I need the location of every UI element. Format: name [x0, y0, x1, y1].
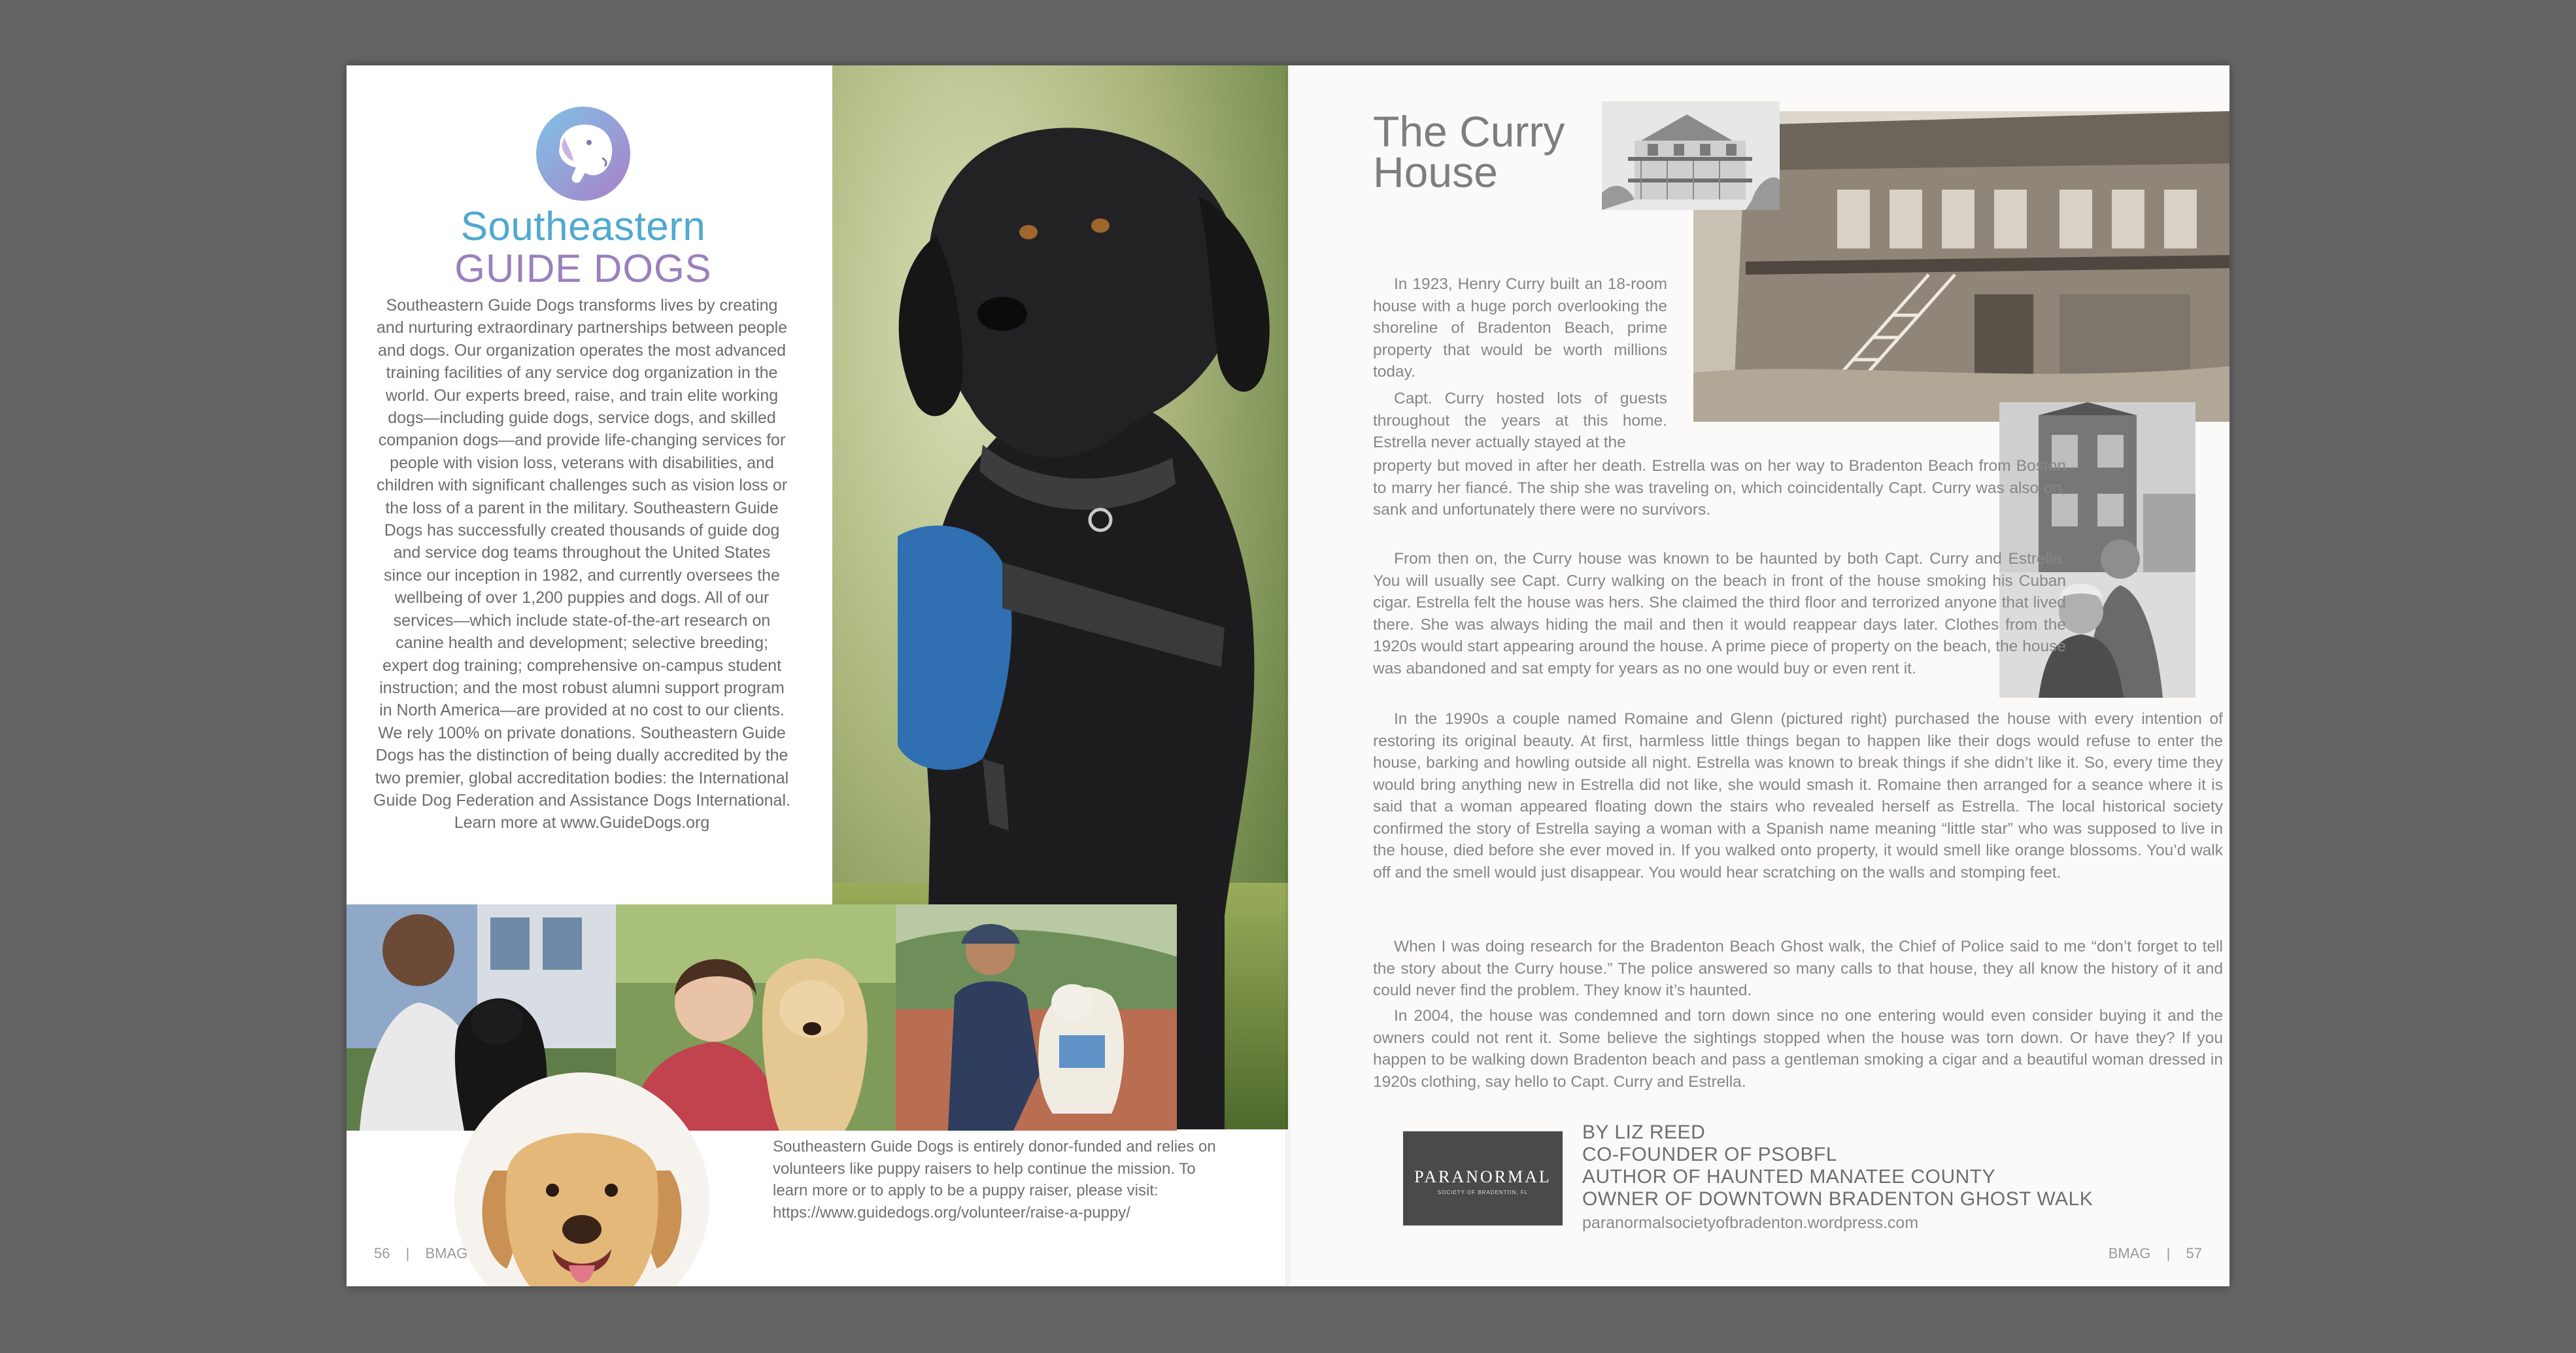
- logo-text-southeastern: Southeastern: [460, 204, 706, 249]
- spread-gutter: [1285, 65, 1292, 1286]
- byline-role-author: AUTHOR OF HAUNTED MANATEE COUNTY: [1582, 1166, 1996, 1188]
- byline-author: BY LIZ REED: [1582, 1122, 1706, 1143]
- article-paragraph-2b: [1373, 455, 2066, 521]
- left-page: [347, 65, 1288, 1286]
- paragraph-text: In 2004, the house was condemned and torn down since no one entering would even consider buying it and the owners could not rent it. Some believe the sightings stopped when the house was torn down. Or have they? If you happen to be walking down Bradenton beach and pass a gentleman smoking a cigar and a beautiful woman dressed in 1920s clothing, say hello to Capt. Curry and Estrella.: [1373, 1007, 2223, 1091]
- paragraph-text: In the 1990s a couple named Romaine and Glenn (pictured right) purchased the house with every intention of restoring its original beauty. At first, harmless little things began to happen like their dogs would refuse to enter the house, barking and howling outside all night. Estrella was known to break things if she didn’t like it. So, every time they would bring anything new in Estrella did not like, she would smash it. Romaine then arranged for a seance where it is said that a woman appeared floating down the stairs who revealed herself as Estrella. The local historical society confirmed the story of Estrella saying a woman with a Spanish name meaning “little star” who was supposed to live in the house, died before she ever moved in. If you walked onto property, it would smell like orange blossoms. You’d walk off and the smell would just disappear. You would hear scratching on the walls and stomping feet.: [1373, 710, 2223, 882]
- author-website: paranormalsocietyofbradenton.wordpress.com: [1582, 1214, 1919, 1232]
- logo-text-guide-dogs: GUIDE DOGS: [454, 247, 712, 290]
- historic-curry-house-photo: [1602, 101, 1780, 210]
- airman-with-puppy-photo: [896, 904, 1177, 1131]
- dog-head-logo-icon: [534, 105, 632, 203]
- paragraph-text: In 1923, Henry Curry built an 18-room house with a huge porch overlooking the shoreline of Bradenton Beach, prime property that would be worth millions today.: [1373, 275, 1667, 381]
- article-paragraph-3: [1373, 548, 2066, 679]
- article-title-text: The Curry House: [1373, 107, 1565, 196]
- page-number-right: 57: [2186, 1245, 2202, 1261]
- girl-with-yellow-lab-photo: [616, 904, 896, 1131]
- right-page: [1288, 65, 2229, 1286]
- byline-role-cofounder: CO-FOUNDER OF PSOBFL: [1582, 1144, 1838, 1165]
- paragraph-text: Capt. Curry hosted lots of guests throughout the years at this home. Estrella never actually stayed at the: [1373, 390, 1667, 451]
- photo-strip: [347, 904, 1177, 1131]
- folio-left: [374, 1245, 479, 1262]
- page-number-left: 56: [374, 1245, 390, 1261]
- article-paragraph-4: [1373, 708, 2223, 883]
- byline-role-owner: OWNER OF DOWNTOWN BRADENTON GHOST WALK: [1582, 1188, 2093, 1210]
- paragraph-text: From then on, the Curry house was known to be haunted by both Capt. Curry and Estrella. You will usually see Capt. Curry walking on the beach in front of the house smoking his Cuban cigar. Estrella felt the house was hers. She claimed the third floor and terrorized anyone that lived there. She was always hiding the mail and then it would reappear days later. Clothes from the 1920s would start appearing around the house. A prime piece of property on the beach, the house was abandoned and sat empty for years as no one would buy or even rent it.: [1373, 550, 2066, 677]
- intro-paragraph: Southeastern Guide Dogs transforms lives by creating and nurturing extraordinary partnerships between people and dogs. Our organization operates the most advanced training facilities of any service dog organization in the world. Our experts breed, raise, and train elite working dogs—including guide dogs, service dogs, and skilled companion dogs—and provide life-changing services for people with vision loss, veterans with disabilities, and children with significant challenges such as vision loss or the loss of a parent in the military. Southeastern Guide Dogs has successfully created thousands of guide dog and service dog teams throughout the United States since our inception in 1982, and currently oversees the wellbeing of over 1,200 puppies and dogs. All of our services—which include state-of-the-art research on canine health and development; selective breeding; expert dog training; comprehensive on-campus student instruction; and the most robust alumni support program in North America—are provided at no cost to our clients. We rely 100% on private donations. Southeastern Guide Dogs has the distinction of being dually accredited by the two premier, global accreditation bodies: the International Guide Dog Federation and Assistance Dogs International. Learn more at www.GuideDogs.org: [373, 296, 790, 832]
- magazine-name-right: BMAG: [2108, 1245, 2151, 1261]
- donor-paragraph: Southeastern Guide Dogs is entirely donor-funded and relies on volunteers like puppy raisers to help continue the mission. To learn more or to apply to be a puppy raiser, please visit: https://www.guidedogs.org/volunteer/raise-a-puppy/: [773, 1138, 1216, 1222]
- badge-title: PARANORMAL: [1414, 1167, 1551, 1186]
- folio-right: [2097, 1245, 2202, 1262]
- paragraph-text: property but moved in after her death. Estrella was on her way to Bradenton Beach from Boston to marry her fiancé. The ship she was traveling on, which coincidentally Capt. Curry was also on, sank and unfortunately there were no survivors.: [1373, 457, 2066, 519]
- article-paragraph-5: [1373, 936, 2223, 1002]
- paragraph-text: When I was doing research for the Bradenton Beach Ghost walk, the Chief of Police said to me “don’t forget to tell the story about the Curry house.” The police answered so many calls to that house, they all know the history of it and could never find the problem. They know it’s haunted.: [1373, 938, 2223, 999]
- magazine-spread: [347, 65, 2229, 1286]
- article-title: [1373, 107, 1569, 196]
- paranormal-society-logo: [1403, 1131, 1563, 1225]
- article-paragraph-6: [1373, 1005, 2223, 1093]
- article-paragraph-1: [1373, 273, 1667, 383]
- author-byline: [1582, 1122, 2093, 1234]
- article-paragraph-2a: [1373, 388, 1667, 454]
- folio-separator-right: |: [2166, 1245, 2171, 1261]
- folio-separator-left: |: [405, 1245, 410, 1261]
- magazine-name-left: BMAG: [425, 1245, 468, 1261]
- badge-subtitle: SOCIETY OF BRADENTON, FL: [1437, 1190, 1529, 1195]
- southeastern-guide-dogs-logo: [445, 105, 722, 289]
